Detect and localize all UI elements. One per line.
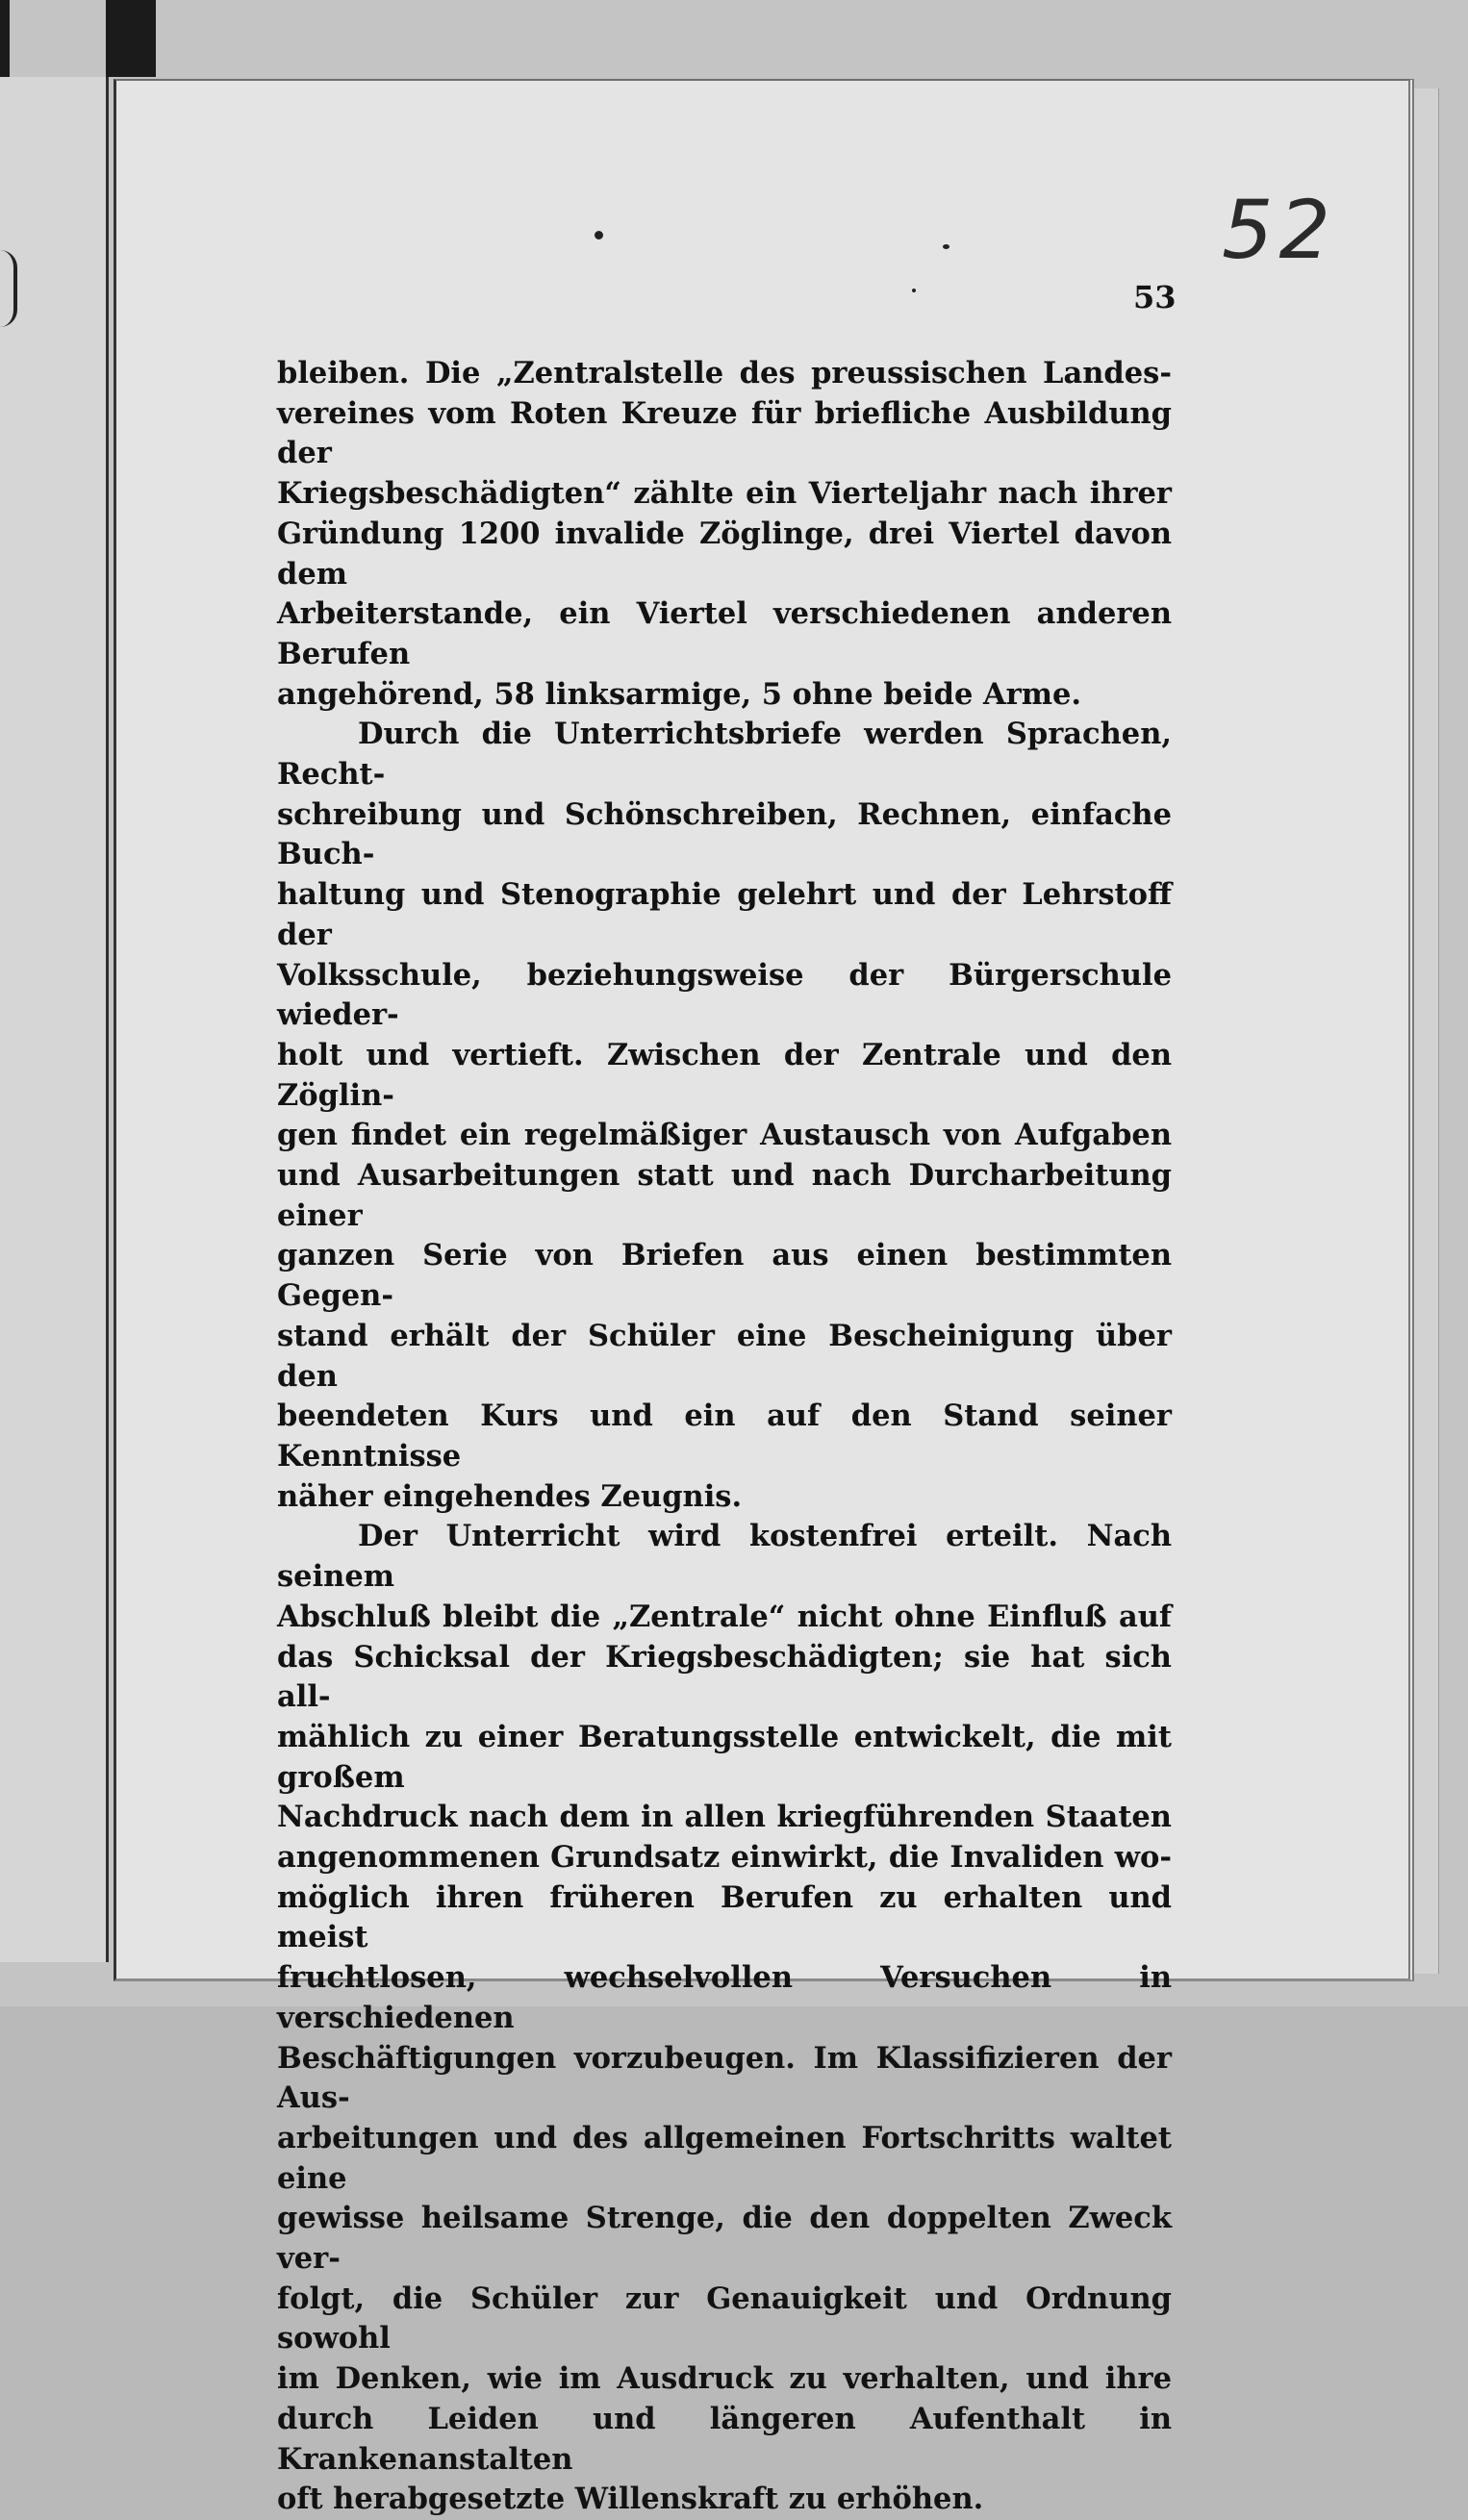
body-text	[277, 354, 1172, 2520]
text-line: bleiben. Die „Zentralstelle des preussischen Landes-	[277, 356, 1172, 391]
scan-border-top	[0, 0, 159, 77]
paragraph	[277, 715, 1172, 1517]
text-line: Gründung 1200 invalide Zöglinge, drei Viertel davon dem	[277, 516, 1172, 592]
handwritten-folio-number: 52	[1222, 183, 1336, 277]
text-line: gewisse heilsame Strenge, die den doppelten Zweck ver-	[277, 2201, 1172, 2277]
text-line: Beschäftigungen vorzubeugen. Im Klassifizieren der Aus-	[277, 2040, 1172, 2116]
text-line: beendeten Kurs und ein auf den Stand seiner Kenntnisse	[277, 1399, 1172, 1474]
previous-page-edge	[0, 77, 109, 1962]
text-line: fruchtlosen, wechselvollen Versuchen in verschiedenen	[277, 1960, 1172, 2035]
text-line: im Denken, wie im Ausdruck zu verhalten, und ihre	[277, 2361, 1172, 2397]
text-line: ganzen Serie von Briefen aus einen bestimmten Gegen-	[277, 1238, 1172, 1314]
paragraph	[277, 354, 1172, 715]
ink-speck	[595, 231, 603, 239]
ink-speck	[912, 289, 916, 292]
paragraph	[277, 1517, 1172, 2520]
scan-border-strip	[0, 0, 10, 77]
text-line: Kriegsbeschädigten“ zählte ein Vierteljahr nach ihrer	[277, 476, 1172, 512]
text-line: Der Unterricht wird kostenfrei erteilt. Nach seinem	[277, 1519, 1172, 1595]
scan-border-strip	[106, 0, 156, 77]
ink-speck	[943, 244, 949, 249]
text-line: Arbeiterstande, ein Viertel verschiedenen anderen Berufen	[277, 596, 1172, 671]
text-line: arbeitungen und des allgemeinen Fortschritts waltet eine	[277, 2120, 1172, 2196]
text-line: Nachdruck nach dem in allen kriegführenden Staaten	[277, 1800, 1172, 1835]
text-line: angenommenen Grundsatz einwirkt, die Invaliden wo-	[277, 1840, 1172, 1876]
text-line: gen findet ein regelmäßiger Austausch von Aufgaben	[277, 1118, 1172, 1153]
text-line: holt und vertieft. Zwischen der Zentrale und den Zöglin-	[277, 1037, 1172, 1113]
text-line: stand erhält der Schüler eine Bescheinigung über den	[277, 1318, 1172, 1394]
text-line: durch Leiden und längeren Aufenthalt in Krankenanstalten	[277, 2401, 1172, 2477]
previous-page-mark	[0, 250, 17, 327]
text-line: und Ausarbeitungen statt und nach Durcharbeitung einer	[277, 1158, 1172, 1233]
text-line: folgt, die Schüler zur Genauigkeit und Ordnung sowohl	[277, 2281, 1172, 2356]
text-line: das Schicksal der Kriegsbeschädigten; sie hat sich all-	[277, 1639, 1172, 1715]
text-line: Durch die Unterrichtsbriefe werden Sprachen, Recht-	[277, 717, 1172, 793]
text-line: vereines vom Roten Kreuze für briefliche Ausbildung der	[277, 395, 1172, 471]
text-line: möglich ihren früheren Berufen zu erhalten und meist	[277, 1879, 1172, 1955]
text-line: haltung und Stenographie gelehrt und der Lehrstoff der	[277, 877, 1172, 952]
text-line: angehörend, 58 linksarmige, 5 ohne beide Arme.	[277, 676, 1082, 712]
printed-page-number: 53	[1133, 279, 1177, 315]
text-line: Volksschule, beziehungsweise der Bürgerschule wieder-	[277, 957, 1172, 1033]
text-line: näher eingehendes Zeugnis.	[277, 1478, 743, 1514]
text-line: mählich zu einer Beratungsstelle entwickelt, die mit großem	[277, 1719, 1172, 1795]
text-line: schreibung und Schönschreiben, Rechnen, einfache Buch-	[277, 796, 1172, 872]
text-line: oft herabgesetzte Willenskraft zu erhöhen.	[277, 2482, 984, 2517]
text-line: Abschluß bleibt die „Zentrale“ nicht ohne Einfluß auf	[277, 1599, 1172, 1634]
